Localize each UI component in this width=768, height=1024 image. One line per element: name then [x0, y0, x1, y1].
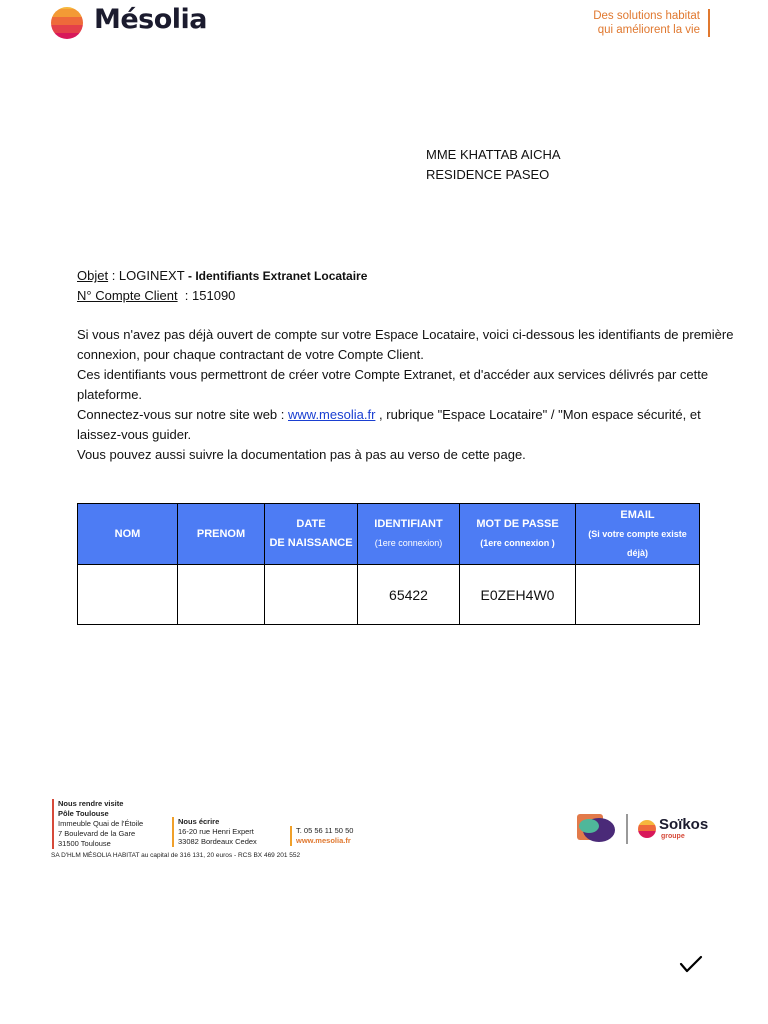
mesolia-logo-icon — [50, 0, 84, 46]
table-row — [78, 565, 700, 625]
legal-notice: SA D'HLM MÉSOLIA HABITAT au capital de 316 131, 20 euros - RCS BX 469 201 552 — [51, 852, 301, 859]
objet-code: LOGINEXT — [118, 268, 185, 283]
tagline-line1: Des solutions habitat — [593, 10, 700, 22]
footer-website: www.mesolia.fr — [296, 836, 351, 845]
visit-pole: Pôle Toulouse — [58, 809, 109, 818]
group-logos — [575, 812, 715, 846]
visit-line1: Immeuble Quai de l'Étoile — [58, 819, 144, 828]
footer-write — [172, 817, 257, 847]
account-line — [77, 286, 367, 306]
header-prenom: PRENOM — [178, 504, 265, 565]
recipient-address — [426, 145, 561, 185]
objet-title: Identifiants Extranet Locataire — [195, 269, 368, 283]
recipient-residence: RESIDENCE PASEO — [426, 167, 550, 182]
write-line1: 16-20 rue Henri Expert — [178, 827, 254, 836]
cell-nom — [78, 565, 178, 625]
cell-email — [576, 565, 700, 625]
subject-line — [77, 266, 367, 286]
write-title: Nous écrire — [178, 817, 220, 826]
group-name: Soïkos — [659, 816, 709, 833]
tagline — [593, 9, 710, 37]
table-header-row — [78, 504, 700, 565]
visit-title: Nous rendre visite — [58, 799, 124, 808]
header-mot-de-passe: MOT DE PASSE (1ere connexion ) — [460, 504, 576, 565]
account-sep: : — [177, 288, 193, 303]
paragraph-4: Vous pouvez aussi suivre la documentation pas à pas au verso de cette page. — [77, 447, 526, 462]
footer-contact — [290, 826, 353, 846]
footer-visit — [52, 799, 143, 849]
visit-line2: 7 Boulevard de la Gare — [58, 829, 136, 838]
mesolia-logo — [50, 0, 250, 50]
soikos-logo-icon — [637, 817, 657, 841]
header-date-naissance: DATE DE NAISSANCE — [265, 504, 358, 565]
objet-sep: : — [108, 268, 119, 283]
write-line2: 33082 Bordeaux Cedex — [178, 837, 257, 846]
group-sub: groupe — [661, 833, 685, 840]
objet-dash: - — [184, 269, 196, 283]
objet-label: Objet — [77, 268, 109, 283]
subject-block — [77, 266, 367, 306]
p3-before: Connectez-vous sur notre site web : — [77, 407, 288, 422]
website-link[interactable]: www.mesolia.fr — [288, 407, 376, 422]
cell-mot-de-passe: E0ZEH4W0 — [460, 565, 576, 625]
visit-line3: 31500 Toulouse — [58, 839, 111, 848]
paragraph-2: Ces identifiants vous permettront de créer votre Compte Extranet, et d'accéder aux services délivrés par cette plateforme. — [77, 367, 709, 402]
recipient-name: MME KHATTAB AICHA — [426, 147, 561, 162]
brand-name: Mésolia — [94, 4, 208, 35]
paragraph-3 — [77, 405, 737, 445]
cell-identifiant: 65422 — [358, 565, 460, 625]
checkmark-icon — [678, 952, 704, 976]
tagline-line2: qui améliorent la vie — [597, 24, 700, 36]
header-identifiant: IDENTIFIANT (1ere connexion) — [358, 504, 460, 565]
account-number: 151090 — [192, 288, 236, 303]
letter-body — [77, 325, 737, 465]
p3-after: , rubrique "Espace Locataire" / "Mon espace sécurité, et laissez-vous guider. — [77, 407, 701, 442]
header-email: EMAIL (Si votre compte existe déjà) — [576, 504, 700, 565]
cell-prenom — [178, 565, 265, 625]
header-nom: NOM — [78, 504, 178, 565]
account-label: N° Compte Client — [77, 288, 178, 303]
paragraph-1: Si vous n'avez pas déjà ouvert de compte sur votre Espace Locataire, voici ci-dessous les identifiants de première connexion, pour chaque contractant de votre Compte Client. — [77, 327, 734, 362]
cell-date — [265, 565, 358, 625]
footer-phone: T. 05 56 11 50 50 — [296, 826, 354, 835]
credentials-table — [77, 503, 700, 625]
